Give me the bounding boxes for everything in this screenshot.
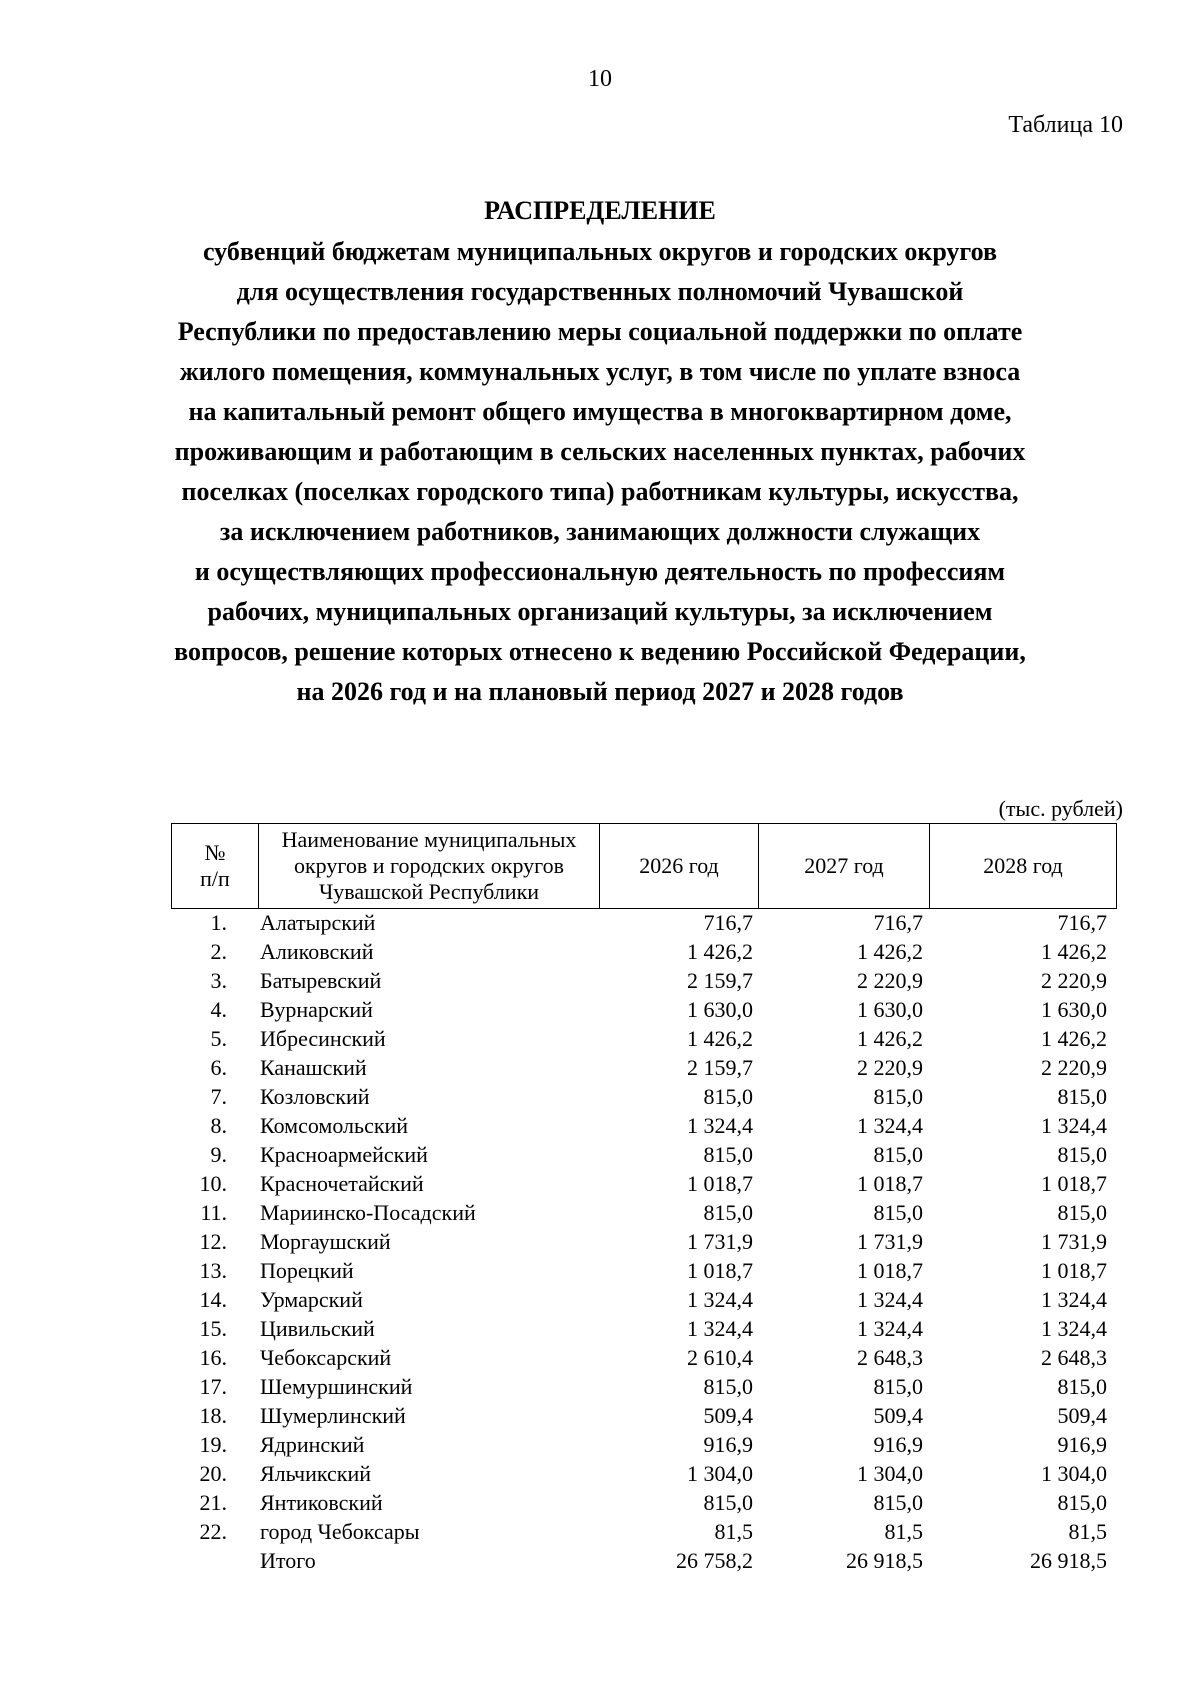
value-2027: 815,0: [873, 1490, 923, 1515]
subtitle-line: на 2026 год и на плановый период 2027 и 2028 годов: [296, 677, 904, 706]
value-2026: 1 018,7: [687, 1171, 753, 1196]
table-row: [171, 937, 1111, 966]
value-2028: 815,0: [1057, 1084, 1107, 1109]
municipality-name: Аликовский: [260, 939, 374, 964]
value-2026: 815,0: [703, 1200, 753, 1225]
table-row: [171, 1111, 1111, 1140]
municipality-name: Красноармейский: [260, 1142, 428, 1167]
header-num: [172, 824, 259, 909]
value-2026: 1 426,2: [687, 939, 753, 964]
value-2028: 1 426,2: [1041, 1026, 1107, 1051]
value-2027: 2 220,9: [857, 968, 923, 993]
table-row: [171, 1053, 1111, 1082]
value-2027: 815,0: [873, 1142, 923, 1167]
table-body: [171, 908, 1111, 1575]
value-2028: 81,5: [1068, 1519, 1107, 1544]
value-2026: 716,7: [703, 910, 753, 935]
subtitle-line: вопросов, решение которых отнесено к ведению Российской Федерации,: [174, 637, 1026, 666]
value-2028: 815,0: [1057, 1490, 1107, 1515]
value-2027: 1 304,0: [857, 1461, 923, 1486]
value-2026: 509,4: [703, 1403, 753, 1428]
row-number: 2.: [210, 939, 227, 964]
row-number: 16.: [199, 1345, 227, 1370]
value-2028: 815,0: [1057, 1200, 1107, 1225]
value-2026: 2 610,4: [687, 1345, 753, 1370]
value-2028: 1 630,0: [1041, 997, 1107, 1022]
table-row: [171, 1169, 1111, 1198]
value-2026: 2 159,7: [687, 1055, 753, 1080]
subtitle-line: жилого помещения, коммунальных услуг, в том числе по уплате взноса: [179, 357, 1021, 386]
value-2026: 916,9: [703, 1432, 753, 1457]
table-row: [171, 995, 1111, 1024]
total-2027: 26 918,5: [846, 1548, 923, 1573]
value-2026: 815,0: [703, 1490, 753, 1515]
header-num-line: №: [204, 840, 226, 865]
table-row: [171, 1343, 1111, 1372]
value-2028: 1 324,4: [1041, 1287, 1107, 1312]
document-subtitle: [150, 232, 1050, 712]
value-2026: 1 018,7: [687, 1258, 753, 1283]
total-label: Итого: [260, 1548, 316, 1573]
value-2026: 1 731,9: [687, 1229, 753, 1254]
table-row: [171, 1256, 1111, 1285]
municipality-name: Канашский: [260, 1055, 367, 1080]
value-2026: 1 324,4: [687, 1287, 753, 1312]
row-number: 11.: [200, 1200, 227, 1225]
subtitle-line: поселках (поселках городского типа) работникам культуры, искусства,: [181, 477, 1019, 506]
municipality-name: Урмарский: [260, 1287, 363, 1312]
value-2028: 1 324,4: [1041, 1316, 1107, 1341]
value-2027: 2 220,9: [857, 1055, 923, 1080]
row-number: 21.: [199, 1490, 227, 1515]
table-row: [171, 1459, 1111, 1488]
value-2027: 509,4: [873, 1403, 923, 1428]
value-2027: 1 324,4: [857, 1316, 923, 1341]
header-num-line: п/п: [200, 866, 230, 891]
value-2026: 81,5: [714, 1519, 753, 1544]
value-2027: 1 018,7: [857, 1171, 923, 1196]
value-2027: 1 324,4: [857, 1113, 923, 1138]
table-row: [171, 1082, 1111, 1111]
municipality-name: Комсомольский: [260, 1113, 409, 1138]
value-2026: 1 324,4: [687, 1113, 753, 1138]
value-2028: 1 018,7: [1041, 1258, 1107, 1283]
municipality-name: Шумерлинский: [260, 1403, 406, 1428]
total-2028: 26 918,5: [1030, 1548, 1107, 1573]
table-row: [171, 1372, 1111, 1401]
table-row: [171, 1285, 1111, 1314]
units-label: (тыс. рублей): [998, 796, 1123, 821]
municipality-name: Чебоксарский: [260, 1345, 392, 1370]
table-header: [171, 823, 1117, 909]
value-2026: 815,0: [703, 1084, 753, 1109]
municipality-name: Моргаушский: [260, 1229, 391, 1254]
row-number: 9.: [210, 1142, 227, 1167]
municipality-name: Янтиковский: [260, 1490, 383, 1515]
value-2028: 1 018,7: [1041, 1171, 1107, 1196]
row-number: 13.: [199, 1258, 227, 1283]
value-2028: 716,7: [1057, 910, 1107, 935]
document-title: РАСПРЕДЕЛЕНИЕ: [484, 196, 716, 225]
value-2028: 815,0: [1057, 1142, 1107, 1167]
row-number: 17.: [199, 1374, 227, 1399]
municipality-name: город Чебоксары: [260, 1519, 420, 1544]
value-2028: 916,9: [1057, 1432, 1107, 1457]
page-number: 10: [588, 66, 612, 92]
value-2026: 1 630,0: [687, 997, 753, 1022]
value-2027: 81,5: [884, 1519, 923, 1544]
value-2027: 1 018,7: [857, 1258, 923, 1283]
value-2026: 1 426,2: [687, 1026, 753, 1051]
row-number: 14.: [199, 1287, 227, 1312]
municipality-name: Козловский: [260, 1084, 370, 1109]
table-row: [171, 1401, 1111, 1430]
subtitle-line: и осуществляющих профессиональную деятельность по профессиям: [194, 557, 1006, 586]
value-2028: 1 324,4: [1041, 1113, 1107, 1138]
row-number: 22.: [199, 1519, 227, 1544]
subtitle-line: рабочих, муниципальных организаций культуры, за исключением: [207, 597, 993, 626]
municipality-name: Мариинско-Посадский: [260, 1200, 476, 1225]
row-number: 4.: [210, 997, 227, 1022]
subtitle-line: субвенций бюджетам муниципальных округов и городских округов: [202, 237, 997, 266]
value-2027: 815,0: [873, 1200, 923, 1225]
municipality-name: Батыревский: [260, 968, 382, 993]
row-number: 20.: [199, 1461, 227, 1486]
value-2027: 916,9: [873, 1432, 923, 1457]
value-2027: 1 731,9: [857, 1229, 923, 1254]
municipality-name: Вурнарский: [260, 997, 373, 1022]
table-row: [171, 1430, 1111, 1459]
row-number: 6.: [210, 1055, 227, 1080]
total-row: [171, 1546, 1111, 1575]
table-row: [171, 1140, 1111, 1169]
value-2026: 1 324,4: [687, 1316, 753, 1341]
row-number: 8.: [210, 1113, 227, 1138]
header-name-line: Наименование муниципальных: [281, 827, 577, 852]
value-2027: 716,7: [873, 910, 923, 935]
row-number: 12.: [199, 1229, 227, 1254]
value-2028: 509,4: [1057, 1403, 1107, 1428]
value-2027: 1 426,2: [857, 939, 923, 964]
value-2028: 2 648,3: [1041, 1345, 1107, 1370]
table-row: [171, 1198, 1111, 1227]
subtitle-line: проживающим и работающим в сельских населенных пунктах, рабочих: [174, 437, 1026, 466]
subtitle-line: за исключением работников, занимающих должности служащих: [219, 517, 981, 546]
row-number: 19.: [199, 1432, 227, 1457]
table-row: [171, 908, 1111, 937]
value-2028: 1 304,0: [1041, 1461, 1107, 1486]
value-2026: 1 304,0: [687, 1461, 753, 1486]
value-2027: 1 630,0: [857, 997, 923, 1022]
table-row: [171, 1314, 1111, 1343]
row-number: 7.: [210, 1084, 227, 1109]
table-row: [171, 1024, 1111, 1053]
value-2026: 815,0: [703, 1374, 753, 1399]
municipality-name: Порецкий: [260, 1258, 354, 1283]
value-2026: 815,0: [703, 1142, 753, 1167]
municipality-name: Цивильский: [260, 1316, 375, 1341]
municipality-name: Ядринский: [260, 1432, 365, 1457]
header-2028: 2028 год: [930, 824, 1117, 909]
value-2027: 2 648,3: [857, 1345, 923, 1370]
table-row: [171, 1517, 1111, 1546]
value-2028: 2 220,9: [1041, 968, 1107, 993]
value-2028: 1 731,9: [1041, 1229, 1107, 1254]
table-label: Таблица 10: [1008, 112, 1123, 138]
municipality-name: Шемуршинский: [260, 1374, 413, 1399]
value-2028: 1 426,2: [1041, 939, 1107, 964]
table-row: [171, 1488, 1111, 1517]
row-number: 1.: [210, 910, 227, 935]
municipality-name: Алатырский: [260, 910, 376, 935]
table-row: [171, 1227, 1111, 1256]
municipality-name: Ибресинский: [260, 1026, 386, 1051]
row-number: 18.: [199, 1403, 227, 1428]
value-2027: 815,0: [873, 1084, 923, 1109]
row-number: 10.: [199, 1171, 227, 1196]
value-2027: 815,0: [873, 1374, 923, 1399]
value-2026: 2 159,7: [687, 968, 753, 993]
subtitle-line: Республики по предоставлению меры социальной поддержки по оплате: [177, 317, 1023, 346]
row-number: 3.: [210, 968, 227, 993]
value-2027: 1 324,4: [857, 1287, 923, 1312]
header-2026: 2026 год: [600, 824, 759, 909]
total-2026: 26 758,2: [676, 1548, 753, 1573]
row-number: 5.: [210, 1026, 227, 1051]
subtitle-line: на капитальный ремонт общего имущества в многоквартирном доме,: [188, 397, 1012, 426]
header-name-line: Чувашской Республики: [318, 879, 540, 904]
header-name-line: округов и городских округов: [293, 853, 565, 878]
subtitle-line: для осуществления государственных полномочий Чувашской: [236, 277, 964, 306]
value-2027: 1 426,2: [857, 1026, 923, 1051]
header-2027: 2027 год: [759, 824, 930, 909]
municipality-name: Красночетайский: [260, 1171, 424, 1196]
municipality-name: Яльчикский: [260, 1461, 371, 1486]
value-2028: 2 220,9: [1041, 1055, 1107, 1080]
row-number: 15.: [199, 1316, 227, 1341]
table-row: [171, 966, 1111, 995]
value-2028: 815,0: [1057, 1374, 1107, 1399]
header-name: [259, 824, 600, 909]
